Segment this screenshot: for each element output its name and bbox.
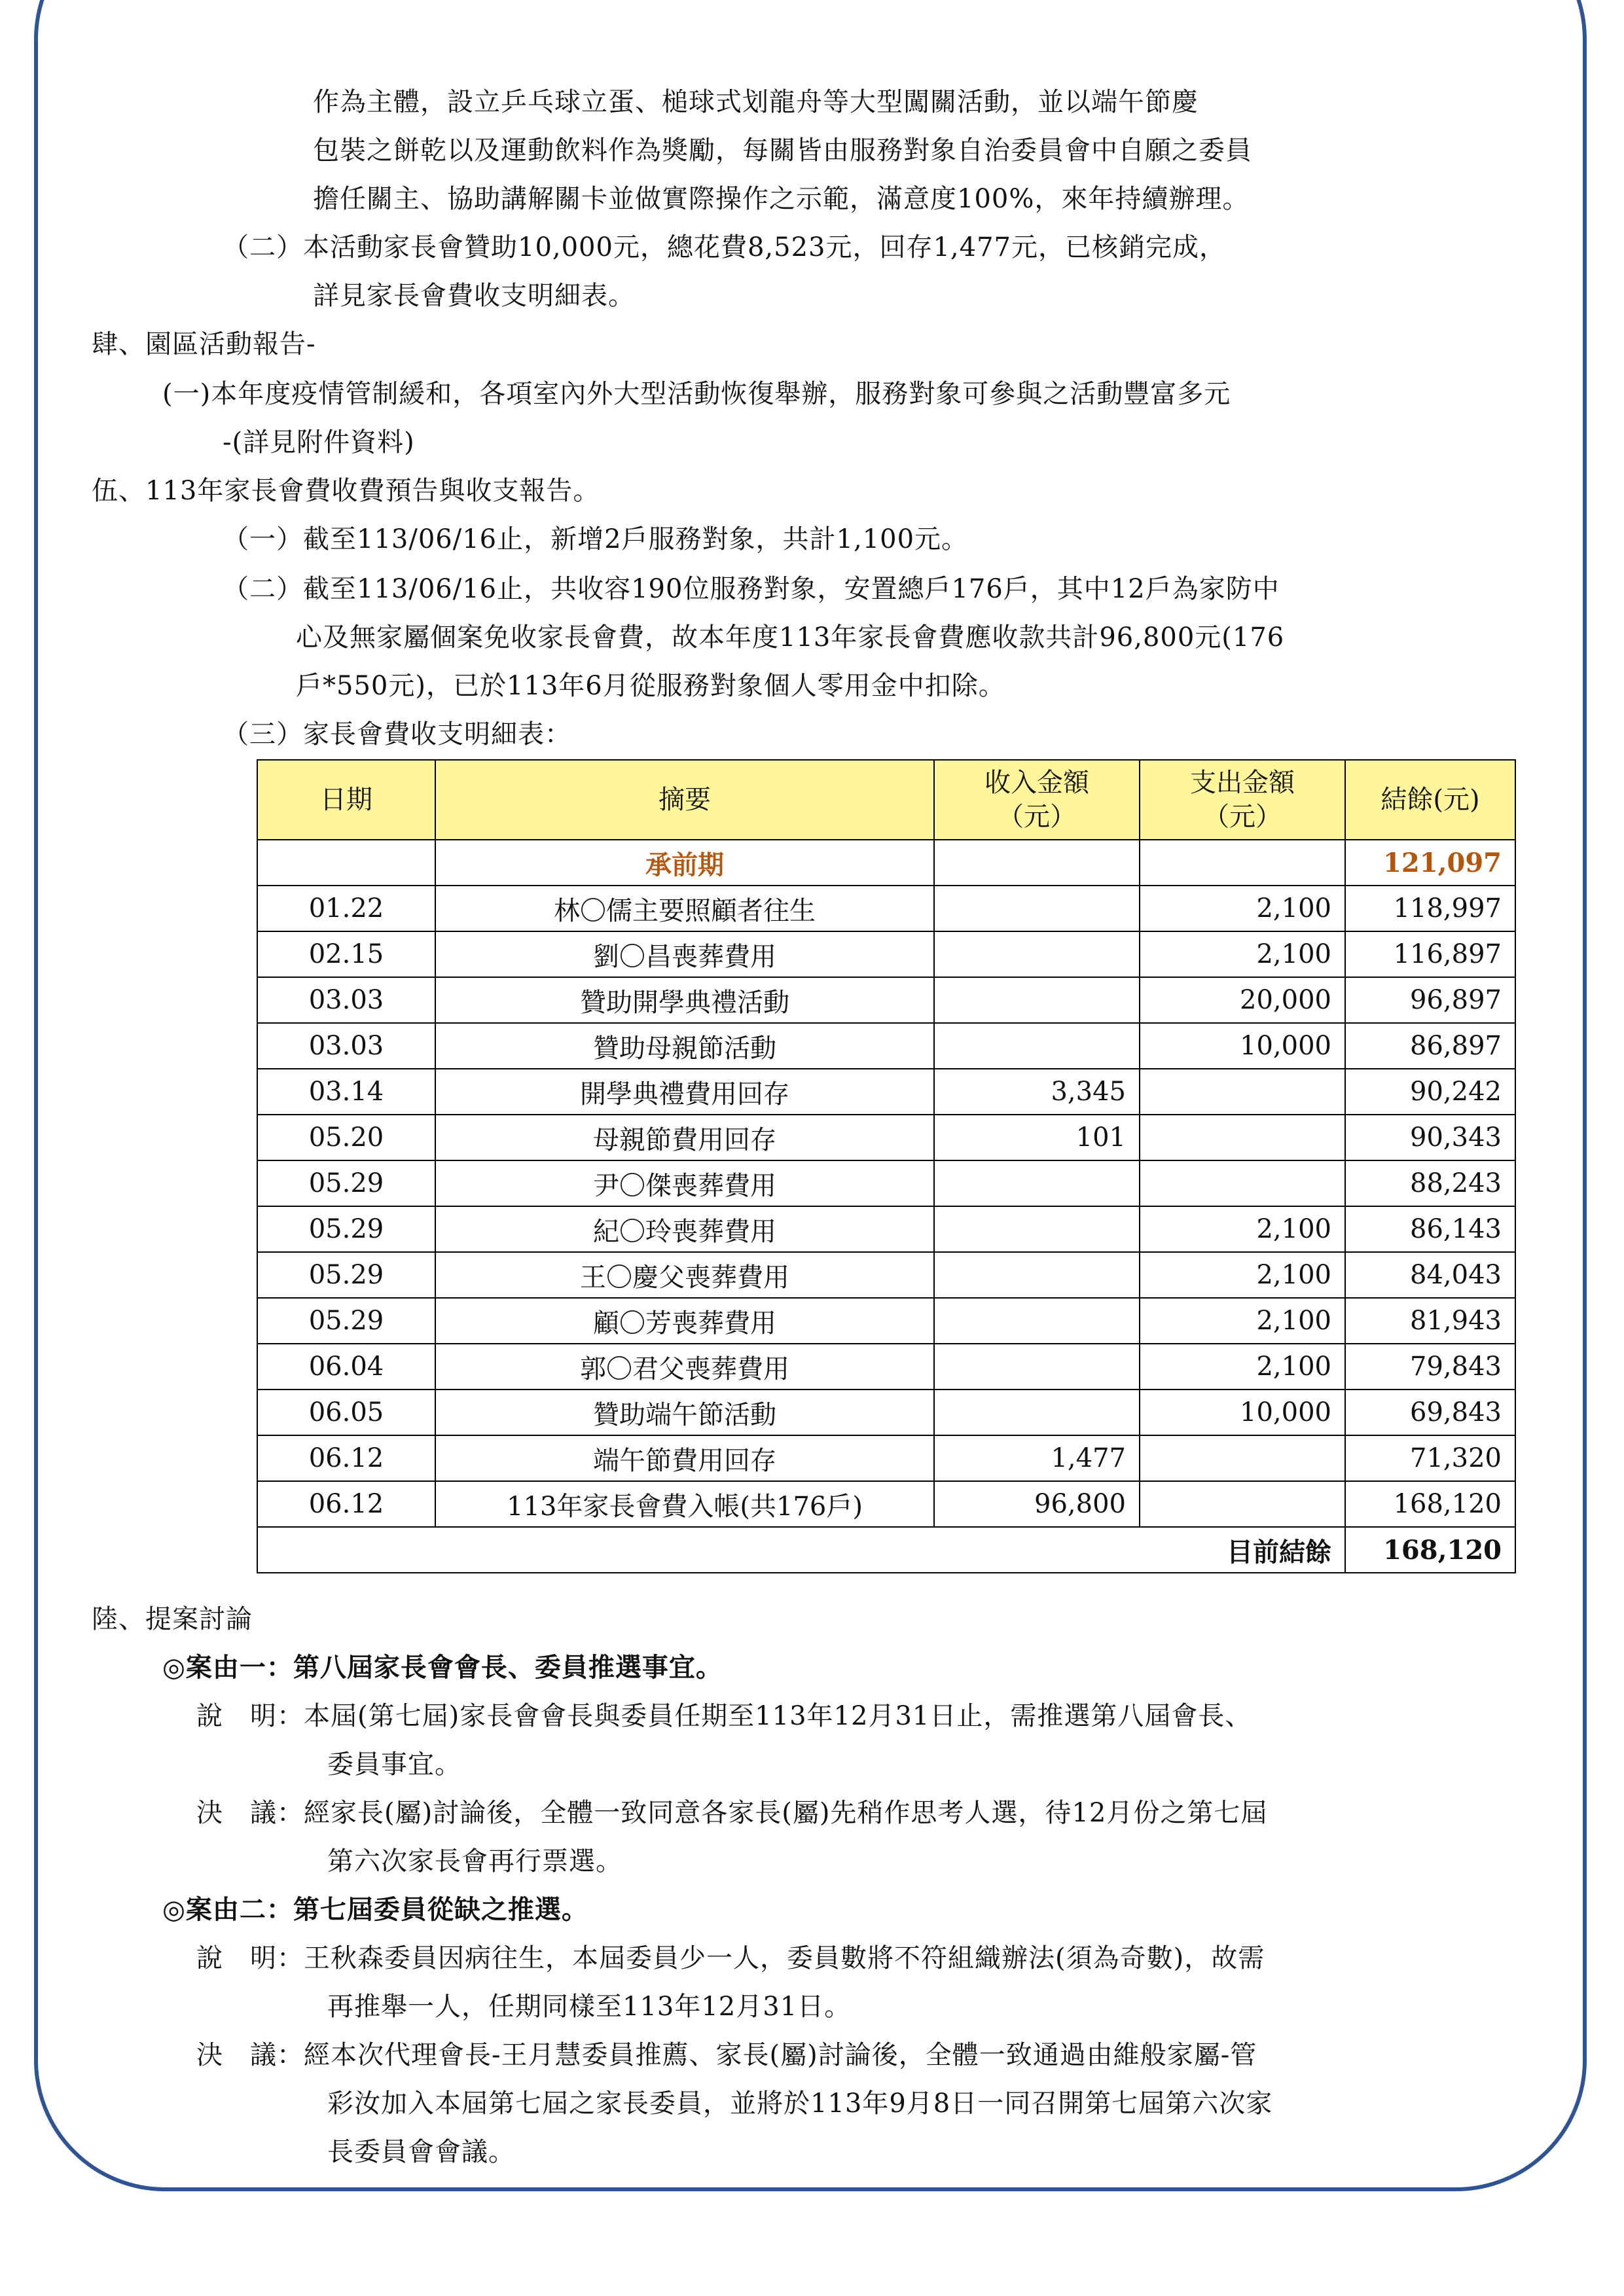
cell-expense: 10,000 xyxy=(1140,1023,1345,1069)
text-line: 決 議：經家長(屬)討論後，全體一致同意各家長(屬)先稍作思考人選，待12月份之第七屆 xyxy=(196,1798,1268,1828)
total-value: 168,120 xyxy=(1345,1527,1515,1573)
cell-summary: 顧〇芳喪葬費用 xyxy=(435,1298,934,1344)
table-row xyxy=(257,1298,1515,1344)
cell-date: 06.04 xyxy=(257,1344,435,1390)
cell-date xyxy=(257,840,435,886)
cell-summary: 紀〇玲喪葬費用 xyxy=(435,1206,934,1252)
cell-balance: 79,843 xyxy=(1345,1344,1515,1390)
table-row xyxy=(257,886,1515,931)
table-row xyxy=(257,1206,1515,1252)
table-row xyxy=(257,1252,1515,1298)
cell-income xyxy=(934,840,1140,886)
cell-date: 03.14 xyxy=(257,1069,435,1115)
text-line: （二）截至113/06/16止，共收容190位服務對象，安置總戶176戶，其中12戶為家防中 xyxy=(223,574,1280,604)
cell-income xyxy=(934,1206,1140,1252)
cell-balance: 69,843 xyxy=(1345,1390,1515,1435)
cell-date: 05.20 xyxy=(257,1115,435,1160)
text-line: 說 明：王秋森委員因病往生，本屆委員少一人，委員數將不符組織辦法(須為奇數)，故需 xyxy=(196,1943,1265,1973)
total-row xyxy=(257,1527,1515,1573)
cell-balance: 121,097 xyxy=(1345,840,1515,886)
cell-summary: 113年家長會費入帳(共176戶) xyxy=(435,1481,934,1527)
cell-balance: 88,243 xyxy=(1345,1160,1515,1206)
proposal-title: ◎案由二：第七屆委員從缺之推選。 xyxy=(162,1894,588,1925)
cell-expense xyxy=(1140,1115,1345,1160)
cell-expense: 2,100 xyxy=(1140,886,1345,931)
cell-income xyxy=(934,1252,1140,1298)
cell-balance: 90,242 xyxy=(1345,1069,1515,1115)
cell-income: 3,345 xyxy=(934,1069,1140,1115)
cell-balance: 84,043 xyxy=(1345,1252,1515,1298)
cell-expense: 20,000 xyxy=(1140,977,1345,1023)
cell-date: 05.29 xyxy=(257,1206,435,1252)
cell-expense xyxy=(1140,1160,1345,1206)
header-date: 日期 xyxy=(257,760,435,840)
cell-summary: 郭〇君父喪葬費用 xyxy=(435,1344,934,1390)
cell-date: 03.03 xyxy=(257,977,435,1023)
cell-expense xyxy=(1140,1481,1345,1527)
cell-summary: 母親節費用回存 xyxy=(435,1115,934,1160)
cell-expense: 2,100 xyxy=(1140,1252,1345,1298)
header-balance: 結餘(元) xyxy=(1345,760,1515,840)
table-row xyxy=(257,1344,1515,1390)
cell-date: 05.29 xyxy=(257,1160,435,1206)
cell-summary: 贊助端午節活動 xyxy=(435,1390,934,1435)
cell-balance: 118,997 xyxy=(1345,886,1515,931)
cell-income: 1,477 xyxy=(934,1435,1140,1481)
table-row xyxy=(257,977,1515,1023)
cell-date: 01.22 xyxy=(257,886,435,931)
table-row xyxy=(257,1115,1515,1160)
cell-summary: 尹〇傑喪葬費用 xyxy=(435,1160,934,1206)
text-line: 說 明：本屆(第七屆)家長會會長與委員任期至113年12月31日止，需推選第八屆會長、 xyxy=(196,1701,1252,1731)
cell-summary: 劉〇昌喪葬費用 xyxy=(435,931,934,977)
cell-income xyxy=(934,1160,1140,1206)
text-line: 包裝之餅乾以及運動飲料作為獎勵，每關皆由服務對象自治委員會中自願之委員 xyxy=(313,135,1252,166)
cell-balance: 71,320 xyxy=(1345,1435,1515,1481)
cell-income xyxy=(934,977,1140,1023)
cell-summary: 林〇儒主要照顧者往生 xyxy=(435,886,934,931)
text-line: 作為主體，設立乒乓球立蛋、槌球式划龍舟等大型闖關活動，並以端午節慶 xyxy=(313,87,1199,117)
cell-summary: 王〇慶父喪葬費用 xyxy=(435,1252,934,1298)
text-line: 心及無家屬個案免收家長會費，故本年度113年家長會費應收款共計96,800元(176 xyxy=(296,622,1285,653)
cell-balance: 96,897 xyxy=(1345,977,1515,1023)
cell-expense: 10,000 xyxy=(1140,1390,1345,1435)
table-row xyxy=(257,1481,1515,1527)
header-expense: 支出金額 （元） xyxy=(1140,760,1345,840)
cell-income: 101 xyxy=(934,1115,1140,1160)
text-line: 委員事宜。 xyxy=(327,1749,461,1780)
cell-income xyxy=(934,1390,1140,1435)
cell-summary: 贊助母親節活動 xyxy=(435,1023,934,1069)
cell-balance: 168,120 xyxy=(1345,1481,1515,1527)
header-summary: 摘要 xyxy=(435,760,934,840)
text-line: 擔任關主、協助講解關卡並做實際操作之示範，滿意度100%，來年持續辦理。 xyxy=(313,184,1250,214)
text-line: -(詳見附件資料) xyxy=(223,427,415,457)
text-line: 再推舉一人，任期同樣至113年12月31日。 xyxy=(327,1992,852,2022)
text-line: 第六次家長會再行票選。 xyxy=(327,1846,623,1876)
cell-balance: 116,897 xyxy=(1345,931,1515,977)
cell-income xyxy=(934,886,1140,931)
brought-forward-row xyxy=(257,840,1515,886)
cell-expense: 2,100 xyxy=(1140,1206,1345,1252)
cell-expense xyxy=(1140,1435,1345,1481)
cell-income xyxy=(934,931,1140,977)
cell-income xyxy=(934,1344,1140,1390)
table-row xyxy=(257,1160,1515,1206)
table-row xyxy=(257,1435,1515,1481)
cell-date: 06.12 xyxy=(257,1435,435,1481)
cell-summary: 端午節費用回存 xyxy=(435,1435,934,1481)
cell-date: 05.29 xyxy=(257,1252,435,1298)
cell-expense xyxy=(1140,1069,1345,1115)
text-line: 決 議：經本次代理會長-王月慧委員推薦、家長(屬)討論後，全體一致通過由維般家屬-管 xyxy=(196,2040,1257,2070)
text-line: （一）截至113/06/16止，新增2戶服務對象，共計1,100元。 xyxy=(223,524,969,554)
text-line: （二）本活動家長會贊助10,000元，總花費8,523元，回存1,477元，已核銷完成， xyxy=(223,232,1226,262)
cell-balance: 90,343 xyxy=(1345,1115,1515,1160)
cell-expense: 2,100 xyxy=(1140,1344,1345,1390)
cell-date: 03.03 xyxy=(257,1023,435,1069)
section-heading: 肆、園區活動報告- xyxy=(92,329,316,359)
total-label: 目前結餘 xyxy=(257,1527,1345,1573)
text-line: 長委員會會議。 xyxy=(327,2137,515,2167)
cell-balance: 81,943 xyxy=(1345,1298,1515,1344)
text-line: (一)本年度疫情管制緩和，各項室內外大型活動恢復舉辦，服務對象可參與之活動豐富多元 xyxy=(162,379,1231,409)
cell-balance: 86,897 xyxy=(1345,1023,1515,1069)
cell-summary: 承前期 xyxy=(435,840,934,886)
cell-date: 06.12 xyxy=(257,1481,435,1527)
cell-date: 02.15 xyxy=(257,931,435,977)
cell-expense: 2,100 xyxy=(1140,931,1345,977)
section-heading: 伍、113年家長會費收費預告與收支報告。 xyxy=(92,476,600,506)
text-line: 戶*550元)，已於113年6月從服務對象個人零用金中扣除。 xyxy=(296,671,1005,701)
section-heading: 陸、提案討論 xyxy=(92,1604,253,1634)
cell-date: 06.05 xyxy=(257,1390,435,1435)
cell-expense: 2,100 xyxy=(1140,1298,1345,1344)
table-row xyxy=(257,1023,1515,1069)
cell-summary: 開學典禮費用回存 xyxy=(435,1069,934,1115)
table-header-row xyxy=(257,760,1515,840)
cell-date: 05.29 xyxy=(257,1298,435,1344)
cell-income xyxy=(934,1298,1140,1344)
cell-summary: 贊助開學典禮活動 xyxy=(435,977,934,1023)
text-line: （三）家長會費收支明細表： xyxy=(223,719,571,749)
fee-table xyxy=(257,759,1516,1573)
table-row xyxy=(257,1390,1515,1435)
text-line: 詳見家長會費收支明細表。 xyxy=(313,281,635,311)
text-line: 彩汝加入本屆第七屆之家長委員，並將於113年9月8日一同召開第七屆第六次家 xyxy=(327,2089,1273,2119)
cell-income xyxy=(934,1023,1140,1069)
cell-income: 96,800 xyxy=(934,1481,1140,1527)
table-row xyxy=(257,931,1515,977)
cell-balance: 86,143 xyxy=(1345,1206,1515,1252)
table-row xyxy=(257,1069,1515,1115)
cell-expense xyxy=(1140,840,1345,886)
proposal-title: ◎案由一：第八屆家長會會長、委員推選事宜。 xyxy=(162,1652,723,1683)
header-income: 收入金額 （元） xyxy=(934,760,1140,840)
